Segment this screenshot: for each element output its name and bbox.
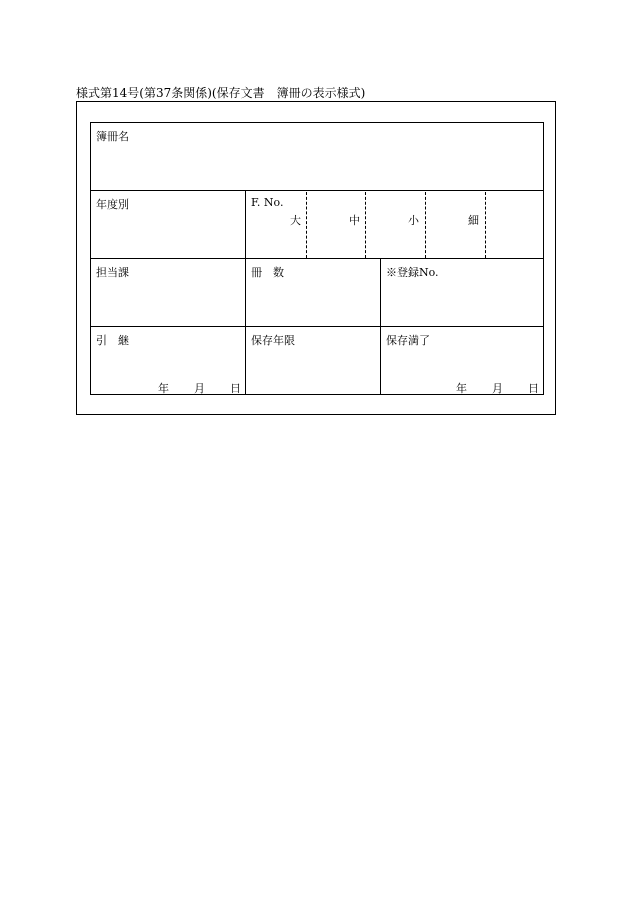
label-volumes: 冊 数: [251, 266, 284, 279]
label-retention-period: 保存年限: [251, 334, 295, 347]
label-large: 大: [290, 214, 301, 227]
column-separator-2: [380, 258, 381, 395]
form-heading: 様式第14号(第37条関係)(保存文書 簿冊の表示様式): [76, 86, 366, 100]
label-handover: 引 継: [96, 334, 129, 347]
row-separator-3: [90, 326, 544, 327]
fno-divider-1: [306, 192, 307, 258]
handover-year-label: 年: [158, 382, 169, 395]
label-registration-no: ※登録No.: [386, 266, 439, 279]
label-book-name: 簿冊名: [96, 130, 129, 143]
retention-end-month-label: 月: [492, 382, 503, 395]
label-retention-end: 保存満了: [386, 334, 430, 347]
row-separator-1: [90, 190, 544, 191]
label-medium: 中: [349, 214, 360, 227]
label-small: 小: [408, 214, 419, 227]
retention-end-day-label: 日: [528, 382, 539, 395]
handover-day-label: 日: [230, 382, 241, 395]
row-separator-2: [90, 258, 544, 259]
retention-end-year-label: 年: [456, 382, 467, 395]
label-detail: 細: [468, 214, 479, 227]
label-f-no: F. No.: [251, 196, 284, 209]
fno-divider-2: [365, 192, 366, 258]
fno-divider-3: [425, 192, 426, 258]
column-separator-1: [245, 190, 246, 395]
fno-divider-4: [485, 192, 486, 258]
label-fiscal-year: 年度別: [96, 198, 129, 211]
label-department: 担当課: [96, 266, 129, 279]
handover-month-label: 月: [194, 382, 205, 395]
